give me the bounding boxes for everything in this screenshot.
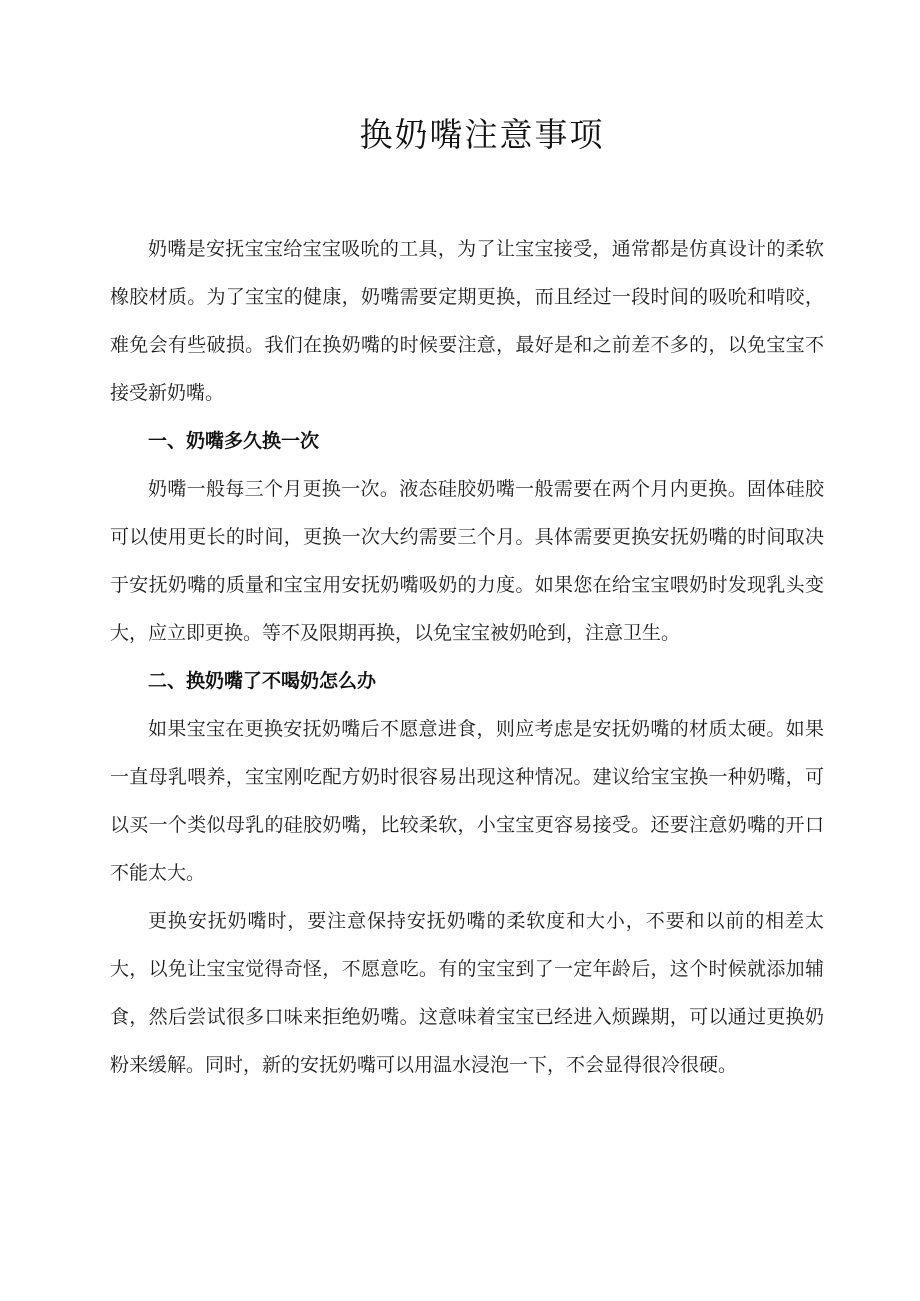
section-2 (110, 657, 824, 1089)
page-title: 换奶嘴注意事项 (359, 115, 605, 154)
document-body (110, 225, 824, 1089)
section-heading: 一、奶嘴多久换一次 (148, 430, 320, 452)
section-paragraph: 奶嘴一般每三个月更换一次。液态硅胶奶嘴一般需要在两个月内更换。固体硅胶可以使用更长的时间，更换一次大约需要三个月。具体需要更换安抚奶嘴的时间取决于安抚奶嘴的质量和宝宝用安抚奶嘴吸奶的力度。如果您在给宝宝喂奶时发现乳头变大，应立即更换。等不及限期再换，以免宝宝被奶呛到，注意卫生。 (110, 478, 824, 644)
intro-paragraph: 奶嘴是安抚宝宝给宝宝吸吮的工具，为了让宝宝接受，通常都是仿真设计的柔软橡胶材质。为了宝宝的健康，奶嘴需要定期更换，而且经过一段时间的吸吮和啃咬，难免会有些破损。我们在换奶嘴的时候要注意，最好是和之前差不多的，以免宝宝不接受新奶嘴。 (110, 238, 824, 404)
section-paragraph: 如果宝宝在更换安抚奶嘴后不愿意进食，则应考虑是安抚奶嘴的材质太硬。如果一直母乳喂养，宝宝刚吃配方奶时很容易出现这种情况。建议给宝宝换一种奶嘴，可以买一个类似母乳的硅胶奶嘴，比较柔软，小宝宝更容易接受。还要注意奶嘴的开口不能太大。 (110, 718, 824, 884)
section-paragraph: 更换安抚奶嘴时，要注意保持安抚奶嘴的柔软度和大小，不要和以前的相差太大，以免让宝宝觉得奇怪，不愿意吃。有的宝宝到了一定年龄后，这个时候就添加辅食，然后尝试很多口味来拒绝奶嘴。这意味着宝宝已经进入烦躁期，可以通过更换奶粉来缓解。同时，新的安抚奶嘴可以用温水浸泡一下，不会显得很冷很硬。 (110, 910, 824, 1076)
section-heading: 二、换奶嘴了不喝奶怎么办 (148, 670, 377, 692)
section-1 (110, 417, 824, 657)
